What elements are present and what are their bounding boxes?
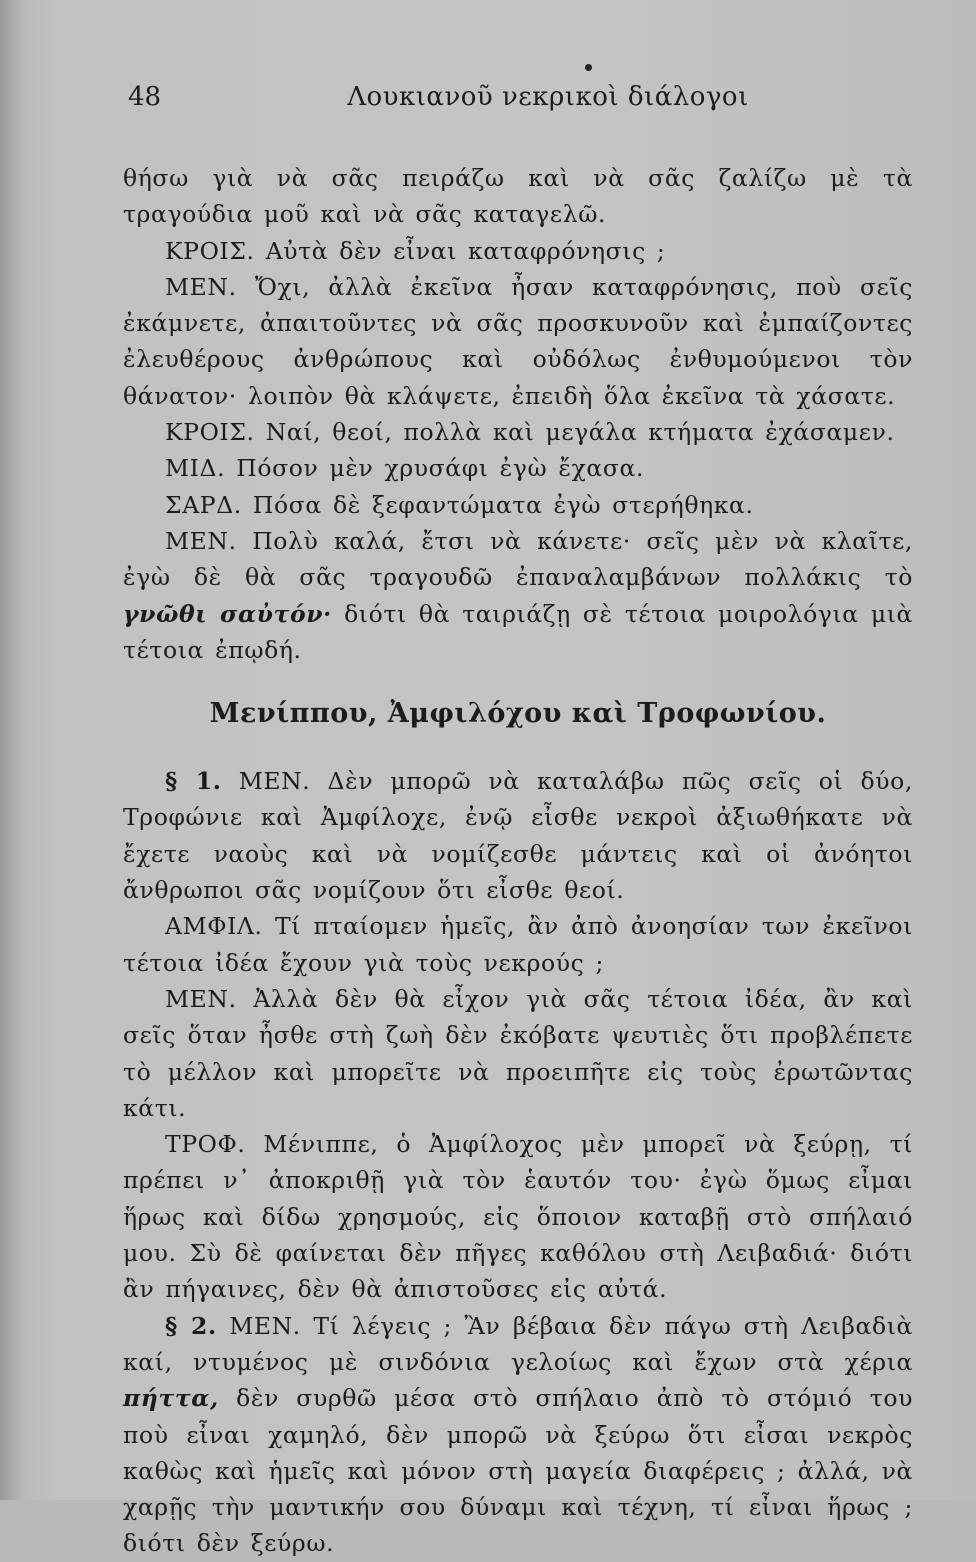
paragraph-trophonios (123, 1126, 913, 1307)
dialogue-text: Μένιππε, ὁ Ἀμφίλοχος μὲν μπορεῖ νὰ ξεύρῃ, τί πρέπει ν᾽ ἀποκριθῇ γιὰ τὸν ἑαυτόν του· ἐγὼ ὅμως εἶμαι ἥρως καὶ δίδω χρησμούς, εἰς ὅποιον καταβῇ στὸ σπήλαιό μου. Σὺ δὲ φαίνεται δὲν πῆγες καθόλου στὴ Λειβαδιά· διότι ἂν πήγαινες, δὲν θὰ ἀπιστοῦσες εἰς αὐτά. (123, 1130, 913, 1304)
page-body (123, 160, 913, 1562)
paragraph-menippos-2 (123, 523, 913, 668)
dialogue-text: Πολὺ καλά, ἔτσι νὰ κάνετε· σεῖς μὲν νὰ κλαῖτε, ἐγὼ δὲ θὰ σᾶς τραγουδῶ ἐπαναλαμβάνων πολλάκις τὸ (123, 526, 913, 592)
dialogue-text: Αὐτὰ δὲν εἶναι καταφρόνησις ; (265, 236, 666, 265)
speaker-label: ΚΡΟΙΣ. (165, 236, 255, 265)
speaker-label: ΜΕΝ. (165, 272, 237, 301)
page-header (128, 82, 898, 122)
dialogue-text: Πόσον μὲν χρυσάφι ἐγὼ ἔχασα. (236, 454, 645, 483)
dialogue-heading: Μενίππου, Ἀμφιλόχου καὶ Τροφωνίου. (209, 698, 827, 730)
speaker-label: ΜΕΝ. (238, 767, 311, 796)
paragraph-section-1 (123, 763, 913, 908)
speaker-label: ΜΕΝ. (165, 984, 237, 1013)
dialogue-text: δὲν συρθῶ μέσα στὸ σπήλαιο ἀπὸ τὸ στόμιό του ποὺ εἶναι χαμηλό, δὲν μπορῶ νὰ ξεύρω ὅτι εἶσαι νεκρὸς καθὼς καὶ ἡμεῖς καὶ μόνον στὴ μαγεία διαφέρεις ; ἀλλά, νὰ χαρῇς τὴν μαντικήν σου δύναμι καὶ τέχνη, τί εἶναι ἥρως ; διότι δὲν ξεύρω. (123, 1384, 913, 1558)
emphasis-text: πήττα, (123, 1384, 219, 1413)
dialogue-text: Ναί, θεοί, πολλὰ καὶ μεγάλα κτήματα ἐχάσαμεν. (265, 418, 895, 447)
paragraph-menippos-1 (123, 269, 913, 414)
paragraph-kroisos-2 (123, 414, 913, 450)
paragraph-section-2 (123, 1308, 913, 1562)
dialogue-text: Τί πταίομεν ἡμεῖς, ἂν ἀπὸ ἀνοησίαν των ἐκεῖνοι τέτοια ἰδέα ἔχουν γιὰ τοὺς νεκρούς ; (123, 912, 913, 977)
speaker-label: ΚΡΟΙΣ. (165, 418, 255, 447)
emphasis-text: γνῶθι σαὐτόν· (123, 599, 332, 628)
speaker-label: ΤΡΟΦ. (165, 1130, 246, 1159)
dialogue-text: Τί λέγεις ; Ἂν βέβαια δὲν πάγω στὴ Λειβαδιὰ καί, ντυμένος μὲ σινδόνια γελοίως καὶ ἔχων στὰ χέρια (123, 1311, 913, 1376)
speaker-label: ΑΜΦΙΛ. (165, 912, 263, 941)
paragraph-amphilochos (123, 908, 913, 981)
dialogue-text: Ἀλλὰ δὲν θὰ εἶχον γιὰ σᾶς τέτοια ἰδέα, ἂν καὶ σεῖς ὅταν ἦσθε στὴ ζωὴ δὲν ἐκόβατε ψευτιὲς ὅτι προβλέπετε τὸ μέλλον καὶ μπορεῖτε νὰ προειπῆτε εἰς τοὺς ἐρωτῶντας κάτι. (123, 984, 913, 1122)
page-number: 48 (128, 82, 162, 112)
dialogue-text: διότι θὰ ταιριάζῃ σὲ τέτοια μοιρολόγια μιὰ τέτοια ἐπῳδή. (123, 599, 913, 664)
paragraph-kroisos-1 (123, 233, 913, 269)
speaker-label: ΣΑΡΔ. (165, 490, 242, 519)
paragraph-continuation: θήσω γιὰ νὰ σᾶς πειράζω καὶ νὰ σᾶς ζαλίζω μὲ τὰ τραγούδια μοῦ καὶ νὰ σᾶς καταγελῶ. (123, 164, 913, 229)
dialogue-text: Δὲν μπορῶ νὰ καταλάβω πῶς σεῖς οἱ δύο, Τροφώνιε καὶ Ἀμφίλοχε, ἐνῷ εἶσθε νεκροὶ ἀξιωθήκατε νὰ ἔχετε ναοὺς καὶ νὰ νομίζεσθε μάντεις καὶ οἱ ἀνόητοι ἄνθρωποι σᾶς νομίζουν ὅτι εἶσθε θεοί. (123, 767, 913, 905)
paragraph-sardanapalos (123, 487, 913, 523)
speaker-label: ΜΙΔ. (165, 454, 226, 483)
section-mark: § 2. (165, 1311, 217, 1340)
running-title: Λουκιανοῦ νεκρικοὶ διάλογοι (347, 82, 749, 112)
ink-dot-mark (585, 64, 592, 71)
section-mark: § 1. (165, 767, 222, 796)
speaker-label: ΜΕΝ. (165, 526, 237, 555)
page-spine-shadow (0, 0, 22, 1500)
paragraph-midas (123, 450, 913, 486)
dialogue-text: Πόσα δὲ ξεφαντώματα ἐγὼ στερήθηκα. (252, 490, 754, 519)
paragraph-menippos-3 (123, 981, 913, 1126)
speaker-label: ΜΕΝ. (229, 1311, 301, 1340)
dialogue-text: Ὄχι, ἀλλὰ ἐκεῖνα ἦσαν καταφρόνησις, ποὺ σεῖς ἐκάμνετε, ἀπαιτοῦντες νὰ σᾶς προσκυνοῦν καὶ ἐμπαίζοντες ἐλευθέρους ἀνθρώπους καὶ οὐδόλως ἐνθυμούμενοι τὸν θάνατον· λοιπὸν θὰ κλάψετε, ἐπειδὴ ὅλα ἐκεῖνα τὰ χάσατε. (123, 272, 913, 410)
